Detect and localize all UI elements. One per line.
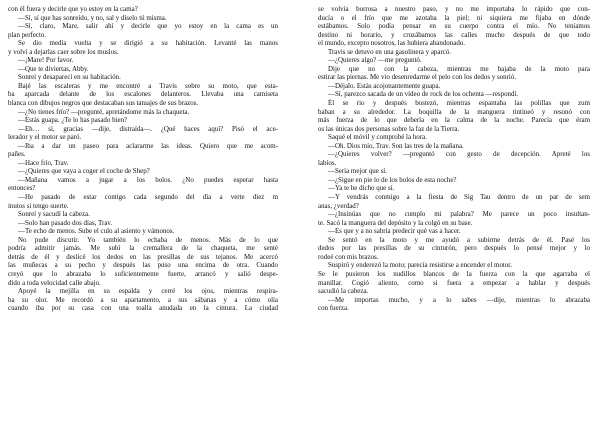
text-line: manillar. Cogió aliento, como si fuera a empezar a hablar y después [318, 278, 590, 287]
text-line: dido a toda velocidad calle abajo. [8, 278, 101, 287]
text-line: —¿Insinúas que no cumplo mi palabra? Me parece un poco insultan- [328, 210, 590, 219]
text-line: —He pasado de estar contigo cada segundo del día a verte diez m [18, 193, 278, 202]
text-line: —Que te diviertas, Abby. [18, 64, 89, 73]
text-line: con él fuera y decirle que yo estoy en la cama? [8, 5, 138, 13]
text-line: ba aparcada delante de los escalones delanteros. Llevaba una camiseta [8, 90, 278, 99]
text-line: —¿Quieres que vaya a coger el coche de Shep? [18, 167, 150, 176]
text-line: —Ya te he dicho que sí. [328, 184, 395, 193]
text-line: —¿Sigue en pie lo de los bolos de esta noche? [328, 175, 457, 184]
text-line: podría admitir jamás. Me subí la cremallera de la chaqueta, me senté [8, 244, 278, 253]
text-line: el mundo, excepto nosotros, las hubiera abandonado. [318, 39, 465, 48]
text-line: —Te echo de menos. Sube el culo al asiento y vámonos. [18, 227, 175, 236]
right-page [318, 5, 590, 313]
text-line: Se sentó en la moto y me ayudó a subirme detrás de él. Pasé los [328, 235, 590, 244]
left-page [8, 5, 278, 313]
text-line: inutos si tengo suerte. [8, 201, 69, 210]
text-line: Se dio media vuelta y se dirigió a su habitación. Levanté las manos [18, 39, 278, 48]
text-line: ba su olor. Me recordó a su apartamento, a sus sábanas y a cómo olía [8, 295, 278, 304]
text-line: cuando iba por su casa con una toalla anudada en la cintura. La ciudad [8, 304, 278, 313]
text-line: —Déjalo. Estás acojonantemente guapa. [328, 81, 441, 90]
text-line: —Oh. Dios mío, Trav. Son las tres de la mañana. [328, 141, 464, 150]
text-line: —Sí, claro, Mare, salir ahí y decirle que yo estoy en la cama es un [18, 22, 278, 31]
text-line: os las únicas dos personas sobre la faz de la Tierra. [318, 124, 460, 133]
text-line: plan perfecto. [8, 30, 47, 39]
text-line: —¿No tienes frío? —pregunté, apretándome más la chaqueta. [18, 107, 190, 116]
text-line: —Sí, parezco sacada de un vídeo de rock de los ochenta —respondí. [328, 90, 519, 99]
text-line: No pude discutir. Yo también lo echaba de menos. Más de lo que [18, 235, 278, 244]
text-line: Él se rio y después bostezó, mientras espantaba las polillas que zum [328, 99, 590, 108]
text-line: te. Sacó la manguera del depósito y la colgó en su base. [318, 218, 473, 227]
text-line: —Sería mejor que sí. [328, 167, 387, 176]
text-line: detrás de él y deslicé los dedos en las presillas de sus tejanos. Me acercó [8, 252, 278, 261]
text-line: Se le pusieron los nudillos blancos de la fuerza con la que agarraba el [318, 269, 590, 278]
text-line: Suspiró y enderezó la moto; parecía resistirse a encender el motor. [328, 261, 512, 270]
text-line: —Sí, sí que has sonreído, y no, sal y díselo tú misma. [18, 13, 167, 22]
text-line: más fuerza de lo que debería en la calma de la noche. Parecía que éram [318, 116, 590, 125]
text-line: anas, ¿verdad? [318, 201, 359, 210]
text-line: dedos por las presillas de su cinturón, pero después lo pensé mejor y lo [318, 244, 590, 253]
text-line: Apoyé la mejilla en su espalda y cerré los ojos, mientras respira- [18, 287, 278, 296]
text-line: estirar las piernas. Me vio desenredarme el pelo con los dedos y sonrió. [318, 73, 517, 82]
text-line: lerador y el motor se paró. [8, 133, 82, 142]
text-line: blanca con dibujos negros que destacaban sus tatuajes de sus brazos. [8, 99, 199, 108]
text-line: —¿Quieres algo? —me preguntó. [328, 56, 422, 65]
text-line: —¿Quieres volver? —preguntó con gesto de decepción. Apreté los [328, 150, 590, 159]
text-line: —Iba a dar un paseo para aclararme las ideas. Quiero que me acom- [18, 141, 278, 150]
text-line: sacudió la cabeza. [318, 287, 369, 296]
text-line: —Eh… sí, gracias —dije, distraída—. ¿Qué haces aquí? Pisó el ace- [18, 124, 278, 133]
text-line: —Estás guapa. ¿Te lo has pasado bien? [18, 116, 128, 125]
text-line: se volvía borrosa a nuestro paso, y no me importaba lo rápido que con- [318, 5, 590, 13]
text-line: —Y vendrás conmigo a la fiesta de Sig Tau dentro de un par de sem [328, 193, 590, 202]
text-line: Dije que no con la cabeza, mientras me bajaba de la moto para [328, 64, 590, 73]
text-line: rodeé con mis brazos. [318, 252, 379, 261]
text-line: —Hace frío, Trav. [18, 158, 69, 167]
text-line: Bajé las escaleras y me encontré a Travis sobre su moto, que esta- [18, 81, 278, 90]
text-line: labios. [318, 158, 337, 167]
text-line: destino ni horario, y cruzábamos las calles mucho después de que todo [318, 30, 590, 39]
text-line: Sonreí y desaparecí en su habitación. [18, 73, 121, 82]
text-line: y volví a dejarlas caer sobre los muslos. [8, 47, 119, 56]
text-line: las muñecas a su pecho y después las puso una encima de otra. Cuando [8, 261, 278, 270]
text-line: pañes. [8, 150, 26, 159]
text-line: estábamos. Solo podía pensar en su cuerpo contra el mío. No teníamos [318, 22, 590, 31]
text-line: Travis se detuvo en una gasolinera y aparcó. [328, 47, 452, 56]
text-line: creyó que lo abrazaba lo suficientemente fuerte, arrancó y salió despe- [8, 269, 278, 278]
text-line: con fuerza. [318, 304, 349, 313]
text-line: —Es que y a no sabría predecir qué vas a hacer. [328, 227, 461, 236]
text-line: Sonreí y sacudí la cabeza. [18, 210, 90, 219]
text-line: —Mañana vamos a jugar a los bolos. ¿No puedes esperar hasta [18, 175, 278, 184]
text-line: —Me importas mucho, y a lo sabes —dije, mientras lo abrazaba [328, 295, 590, 304]
text-line: ducía o el frío que me azotaba la piel; ni siquiera me fijaba en dónde [318, 13, 590, 22]
text-line: entonces? [8, 184, 36, 193]
text-line: —¡Mare! Por favor. [18, 56, 74, 65]
text-line: baban a su alrededor. La boquilla de la manguera tintineó y resonó con [318, 107, 590, 116]
text-line: Saqué el móvil y comprobé la hora. [328, 133, 427, 142]
text-line: —Solo han pasado dos días, Trav. [18, 218, 113, 227]
